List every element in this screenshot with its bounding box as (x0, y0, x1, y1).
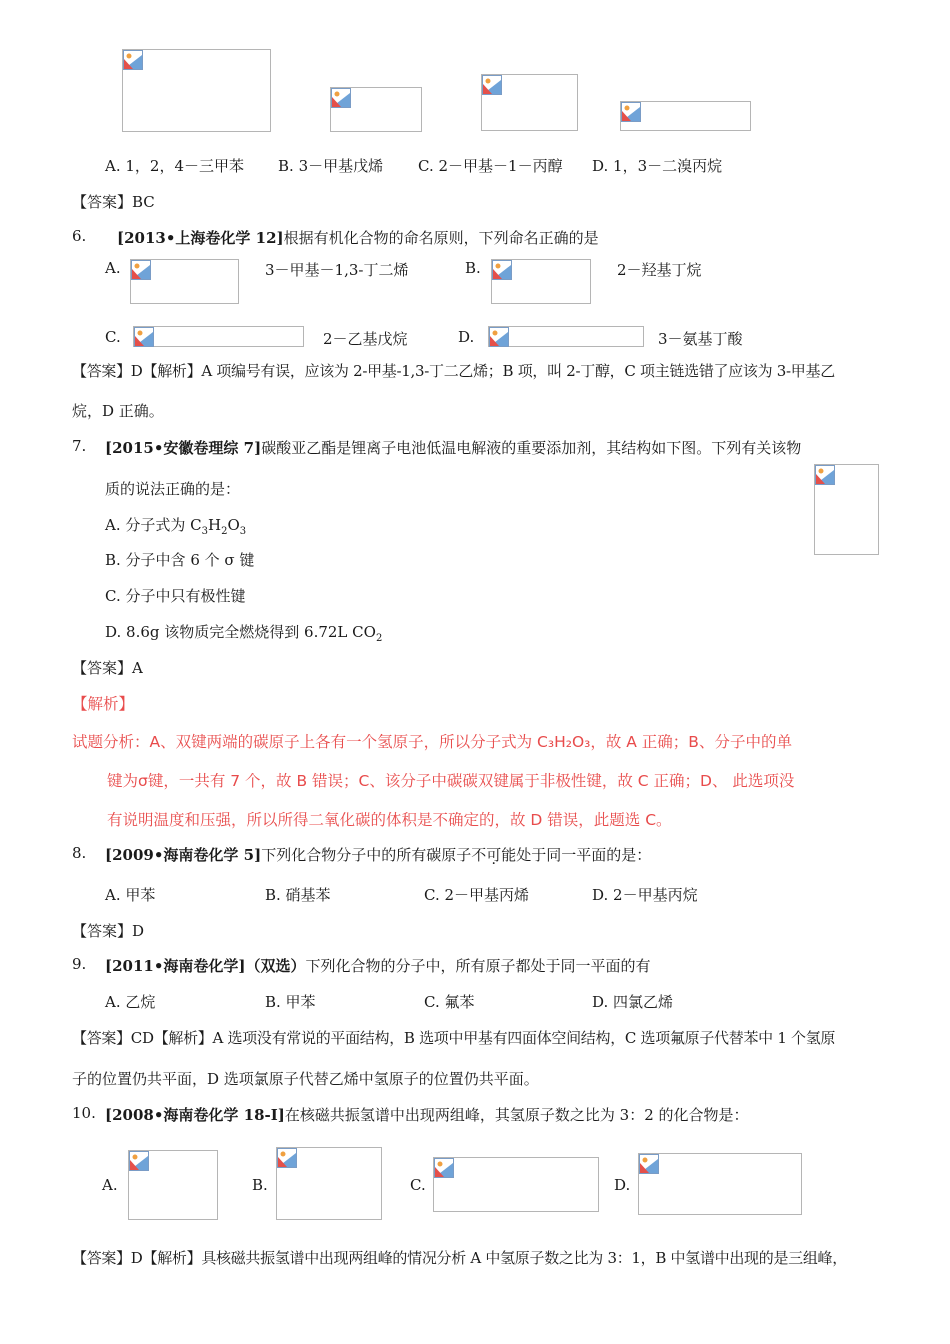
q8-question-end: 处于同一平面的是： (516, 846, 652, 864)
q10-question: 在核磁共振氢谱中出现两组峰，其氢原子数之比为 3：2 的化合物是： (284, 1106, 749, 1124)
q10-structure-image-b (276, 1147, 382, 1220)
q10-option-a-label: A. (102, 1176, 118, 1194)
option-label: B. (278, 157, 294, 175)
q7-question-line1: 碳酸亚乙酯是锂离子电池低温电解液的重要添加剂，其结构如下图。下列有关该物 (261, 439, 802, 457)
option-label: D. (592, 157, 609, 175)
subscript: 3 (239, 526, 247, 537)
broken-image-icon (134, 327, 154, 347)
q5-structure-image-c (481, 74, 578, 131)
q6-stem (117, 227, 599, 248)
q10-option-c-label: C. (410, 1176, 426, 1194)
q5-answer: 【答案】BC (72, 193, 155, 211)
q6-option-b-label: B. (465, 259, 481, 277)
q5-option-a (105, 155, 244, 176)
q6-source: [2013•上海卷化学 12] (117, 229, 284, 247)
q8-source: [2009•海南卷化学 5] (105, 846, 262, 864)
option-text: 1，3－二溴丙烷 (613, 157, 723, 175)
q10-stem (105, 1104, 749, 1125)
option-text: O (227, 516, 240, 534)
q10-structure-image-d (638, 1153, 802, 1215)
q7-analysis-line2: 键为σ键，一共有 7 个，故 B 错误；C、该分子中碳碳双键属于非极性键，故 C 正确；D、 此选项没 (107, 772, 795, 790)
option-text: H (208, 516, 222, 534)
q9-option-b: B. 甲苯 (265, 993, 316, 1011)
q7-answer: 【答案】A (72, 659, 143, 677)
broken-image-icon (815, 465, 835, 485)
q5-option-d (592, 155, 722, 176)
broken-image-icon (277, 1148, 297, 1168)
q7-option-b: B. 分子中含 6 个 σ 键 (105, 551, 255, 569)
q8-option-b: B. 硝基苯 (265, 886, 331, 904)
broken-image-icon (482, 75, 502, 95)
q9-option-a: A. 乙烷 (105, 993, 156, 1011)
subscript: 2 (221, 526, 228, 537)
q10-number: 10. (72, 1104, 96, 1122)
option-text: A. 分子式为 C (105, 516, 202, 534)
q5-option-b (278, 155, 383, 176)
broken-image-icon (131, 260, 151, 280)
q6-option-b-text: 2－羟基丁烷 (617, 261, 702, 279)
q10-option-d-label: D. (614, 1176, 631, 1194)
q9-option-d: D. 四氯乙烯 (592, 993, 674, 1011)
option-text: 2－甲基－1－丙醇 (438, 157, 563, 175)
q6-answer-line1: 【答案】D【解析】A 项编号有误，应该为 2-甲基-1,3-丁二乙烯；B 项，叫 2-丁醇，C 项主链选错了应该为 3-甲基乙 (72, 362, 835, 380)
q9-number: 9. (72, 955, 87, 973)
q6-number: 6. (72, 227, 87, 245)
broken-image-icon (129, 1151, 149, 1171)
option-text: D. 8.6g 该物质完全燃烧得到 6.72L CO (105, 623, 376, 641)
q8-stem (105, 844, 651, 865)
q8-option-c: C. 2－甲基丙烯 (424, 886, 530, 904)
q10-structure-image-a (128, 1150, 218, 1220)
q7-option-c: C. 分子中只有极性键 (105, 587, 246, 605)
q5-structure-image-d (620, 101, 751, 131)
q6-option-d-text: 3－氨基丁酸 (658, 330, 743, 348)
q8-option-d: D. 2－甲基丙烷 (592, 886, 698, 904)
q6-question: 根据有机化合物的命名原则，下列命名正确的是 (283, 229, 599, 247)
q6-option-d-label: D. (458, 328, 475, 346)
q10-structure-image-c (433, 1157, 599, 1212)
subscript: 2 (375, 633, 383, 644)
broken-image-icon (434, 1158, 454, 1178)
q8-number: 8. (72, 844, 87, 862)
subscript: 3 (201, 526, 208, 537)
q9-stem (105, 955, 651, 976)
option-text: 1，2，4－三甲苯 (125, 157, 245, 175)
q10-source: [2008•海南卷化学 18-I] (105, 1106, 285, 1124)
q8-question: 下列化合物分子中的所有碳原子 (261, 846, 472, 864)
option-label: A. (105, 157, 121, 175)
option-text: 3－甲基戊烯 (298, 157, 384, 175)
q7-number: 7. (72, 437, 87, 455)
q5-structure-image-b (330, 87, 422, 132)
q9-answer-line1: 【答案】CD【解析】A 选项没有常说的平面结构，B 选项中甲基有四面体空间结构，C 选项氟原子代替苯中 1 个氢原 (72, 1029, 836, 1047)
q7-stem (105, 437, 801, 458)
q8-option-a: A. 甲苯 (105, 886, 156, 904)
q6-option-a-label: A. (105, 259, 121, 277)
q6-answer-line2: 烷，D 正确。 (72, 402, 164, 420)
q7-option-d (105, 621, 382, 644)
q7-analysis-line3: 有说明温度和压强，所以所得二氧化碳的体积是不确定的，故 D 错误，此题选 C。 (107, 811, 672, 829)
q9-answer-line2: 子的位置仍共平面，D 选项氯原子代替乙烯中氢原子的位置仍共平面。 (72, 1070, 539, 1088)
q10-option-b-label: B. (252, 1176, 268, 1194)
q8-emphasis: 不可能 (471, 846, 517, 864)
broken-image-icon (123, 50, 143, 70)
q10-answer-line1: 【答案】D【解析】具核磁共振氢谱中出现两组峰的情况分析 A 中氢原子数之比为 3：1，B 中氢谱中出现的是三组峰， (72, 1249, 847, 1267)
q7-analysis-title: 【解析】 (72, 695, 135, 713)
q6-structure-image-d (488, 326, 644, 347)
broken-image-icon (639, 1154, 659, 1174)
q5-option-c (418, 155, 563, 176)
q6-structure-image-b (491, 259, 591, 304)
q7-option-a (105, 514, 246, 537)
q6-option-c-label: C. (105, 328, 121, 346)
q5-structure-image-a (122, 49, 271, 132)
q6-structure-image-a (130, 259, 239, 304)
option-label: C. (418, 157, 434, 175)
q7-question-line2: 质的说法正确的是： (105, 480, 241, 498)
q9-source: [2011•海南卷化学] (105, 957, 246, 975)
broken-image-icon (331, 88, 351, 108)
broken-image-icon (492, 260, 512, 280)
q6-option-c-text: 2－乙基戊烷 (323, 330, 408, 348)
q9-question: 下列化合物的分子中，所有原子都处于同一平面的有 (305, 957, 651, 975)
q7-source: [2015•安徽卷理综 7] (105, 439, 262, 457)
q6-option-a-text: 3－甲基－1,3-丁二烯 (265, 261, 409, 279)
q7-structure-image (814, 464, 879, 555)
q8-answer: 【答案】D (72, 922, 145, 940)
q7-analysis-line1: 试题分析：A、双键两端的碳原子上各有一个氢原子，所以分子式为 C₃H₂O₃，故 A 正确；B、分子中的单 (72, 733, 792, 751)
q9-option-c: C. 氟苯 (424, 993, 475, 1011)
q9-tag: （双选） (245, 957, 306, 975)
broken-image-icon (621, 102, 641, 122)
broken-image-icon (489, 327, 509, 347)
q6-structure-image-c (133, 326, 304, 347)
